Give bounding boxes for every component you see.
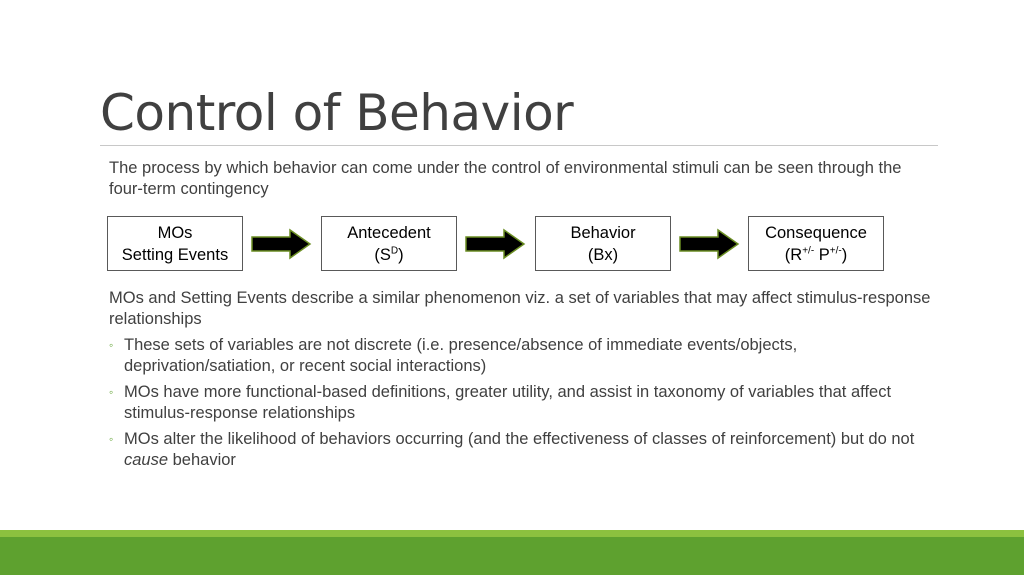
setting-events-label: Setting Events — [121, 245, 229, 264]
bullet-circle-icon: ◦ — [109, 338, 114, 352]
footer-band-light — [0, 530, 1024, 537]
antecedent-label: Antecedent — [347, 223, 431, 242]
list-item: ◦ These sets of variables are not discrete (i.e. presence/absence of immediate events/objects, deprivation/satiation, or recent social interactions) — [109, 336, 798, 375]
arrow-right-icon — [678, 228, 740, 260]
list-item: ◦ MOs have more functional-based definitions, greater utility, and assist in taxonomy of variables that affect stimulus-response relationships — [109, 383, 892, 422]
antecedent-symbol: $(S^D)$ — [374, 245, 404, 264]
slide-title: Control of Behavior — [100, 84, 574, 142]
arrow-right-icon — [250, 228, 312, 260]
title-divider — [100, 145, 938, 146]
consequence-box — [748, 216, 884, 271]
mos-label: MOs — [157, 223, 193, 242]
arrow-right-icon — [464, 228, 526, 260]
bullet-circle-icon: ◦ — [109, 385, 114, 399]
bullet-list — [109, 335, 939, 476]
mos-box — [107, 216, 243, 271]
behavior-symbol: (Bx) — [587, 245, 619, 264]
mos-paragraph: MOs and Setting Events describe a similar phenomenon viz. a set of variables that may affect stimulus-response relationships — [109, 289, 931, 328]
consequence-label: Consequence — [765, 223, 867, 242]
antecedent-box — [321, 216, 457, 271]
behavior-label: Behavior — [570, 223, 636, 242]
footer-band-dark — [0, 537, 1024, 575]
consequence-symbol: (R+/- P+/-) — [784, 245, 848, 264]
list-item: ◦ MOs alter the likelihood of behaviors occurring (and the effectiveness of classes of reinforcement) but do not cause behavior — [109, 430, 915, 469]
bullet-circle-icon: ◦ — [109, 432, 114, 446]
behavior-box — [535, 216, 671, 271]
intro-text: The process by which behavior can come under the control of environmental stimuli can be seen through the four-term contingency — [109, 159, 902, 198]
